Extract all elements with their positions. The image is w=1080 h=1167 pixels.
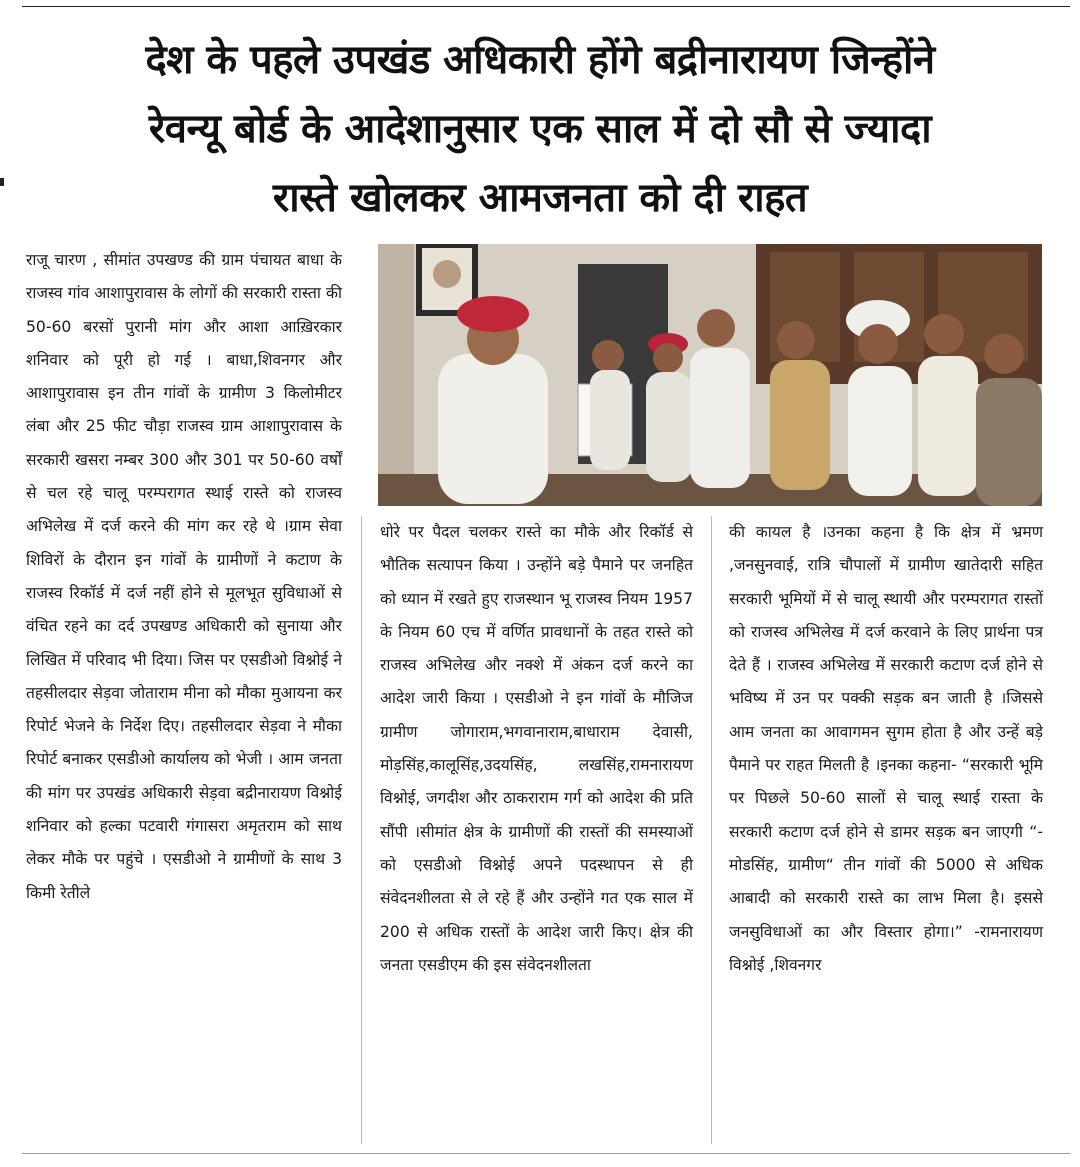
column-divider-2 (711, 516, 712, 1144)
headline-line-3: रास्ते खोलकर आमजनता को दी राहत (272, 175, 808, 221)
article-column-3 (729, 516, 1043, 982)
headline-line-1: देश के पहले उपखंड अधिकारी होंगे बद्रीनारायण जिन्होंने (145, 37, 935, 83)
bottom-border-rule (22, 1153, 1070, 1154)
column-1-text: राजू चारण , सीमांत उपखण्ड की ग्राम पंचायत बाधा के राजस्व गांव आशापुरावास के लोगों की सरकारी रास्ता की 50-60 बरसों पुरानी मांग और आशा आख़िरकार शनिवार को पूरी हो गई । बाधा,शिवनगर और आशापुरावास इन तीन गांवों के ग्रामीण 3 किलोमीटर लंबा और 25 फीट चौड़ा राजस्व ग्राम आशापुरावास के सरकारी खसरा नम्बर 300 और 301 पर 50-60 वर्षों से चल रहे चालू परम्परागत स्थाई रास्ते को राजस्व अभिलेख में दर्ज करने की मांग कर रहे थे ।ग्राम सेवा शिविरों के दौरान इन गांवों के ग्रामीणों ने कटाण के राजस्व रिकॉर्ड में दर्ज नहीं होने से मूलभूत सुविधाओं से वंचित रहने का दर्द उपखण्ड अधिकारी को सुनाया और लिखित में परिवाद भी दिया। जिस पर एसडीओ विश्नोई ने तहसीलदार सेड़वा जोताराम मीना को मौका मुआयना कर रिपोर्ट भेजने के निर्देश दिए। तहसीलदार सेड़वा ने मौका रिपोर्ट बनाकर एसडीओ कार्यालय को भेजी । आम जनता की मांग पर उपखंड अधिकारी सेड़वा बद्रीनारायण विश्नोई शनिवार को हल्का पटवारी गंगासरा अमृतराम को साथ लेकर मौके पर पहुंचे । एसडीओ ने ग्रामीणों के साथ 3 किमी रेतीले (26, 251, 342, 902)
headline-line-2: रेवन्यू बोर्ड के आदेशानुसार एक साल में दो सौ से ज्यादा (148, 106, 932, 152)
column-divider-1 (361, 516, 362, 1144)
news-photo (378, 244, 1042, 506)
column-2-text: धोरे पर पैदल चलकर रास्ते का मौके और रिकॉर्ड से भौतिक सत्यापन किया । उन्होंने बड़े पैमाने पर जनहित को ध्यान में रखते हुए राजस्थान भू राजस्व नियम 1957 के नियम 60 एच में वर्णित प्रावधानों के तहत रास्ते को राजस्व अभिलेख और नक्शे में अंकन दर्ज करने का आदेश जारी किया । एसडीओ ने इन गांवों के मौजिज ग्रामीण जोगाराम,भगवानाराम,बाधाराम देवासी, मोड़सिंह,कालूसिंह,उदयसिंह, लखसिंह,रामनारायण विश्नोई, जगदीश और ठाकराराम गर्ग को आदेश की प्रति सौंपी ।सीमांत क्षेत्र के ग्रामीणों की रास्तों की समस्याओं को एसडीओ विश्नोई अपने पदस्थापन से ही संवेदनशीलता से ले रहे हैं और उन्होंने गत एक साल में 200 से अधिक रास्तों के आदेश जारी किए। क्षेत्र की जनता एसडीएम की इस संवेदनशीलता (380, 523, 693, 974)
article-column-2 (380, 516, 693, 982)
article-column-1 (26, 244, 342, 910)
column-3-text: की कायल है ।उनका कहना है कि क्षेत्र में भ्रमण ,जनसुनवाई, रात्रि चौपालों में ग्रामीण खातेदारी सहित सरकारी भूमियों में से चालू स्थायी और परम्परागत रास्तों को राजस्व अभिलेख में दर्ज करवाने के लिए प्रार्थना पत्र देते हैं । राजस्व अभिलेख में सरकारी कटाण दर्ज होने से भविष्य में उन पर पक्की सड़क बन जाती है ।जिससे आम जनता का आवागमन सुगम होता है और उन्हें बड़े पैमाने पर राहत मिलती है ।इनका कहना- “सरकारी भूमि पर पिछले 50-60 सालों से चालू स्थाई रास्ता के सरकारी कटाण दर्ज होने से डामर सड़क बन जाएगी “- मोडसिंह, ग्रामीण“ तीन गांवों की 5000 से अधिक आबादी को सरकारी रास्ते का लाभ मिला है। इससे जनसुविधाओं का और विस्तार होगा।” -रामनारायण विश्नोई ,शिवनगर (729, 523, 1043, 974)
margin-tick (0, 178, 4, 186)
news-photo-icon (378, 244, 1042, 506)
headline (20, 26, 1060, 233)
top-border-rule (22, 6, 1070, 7)
